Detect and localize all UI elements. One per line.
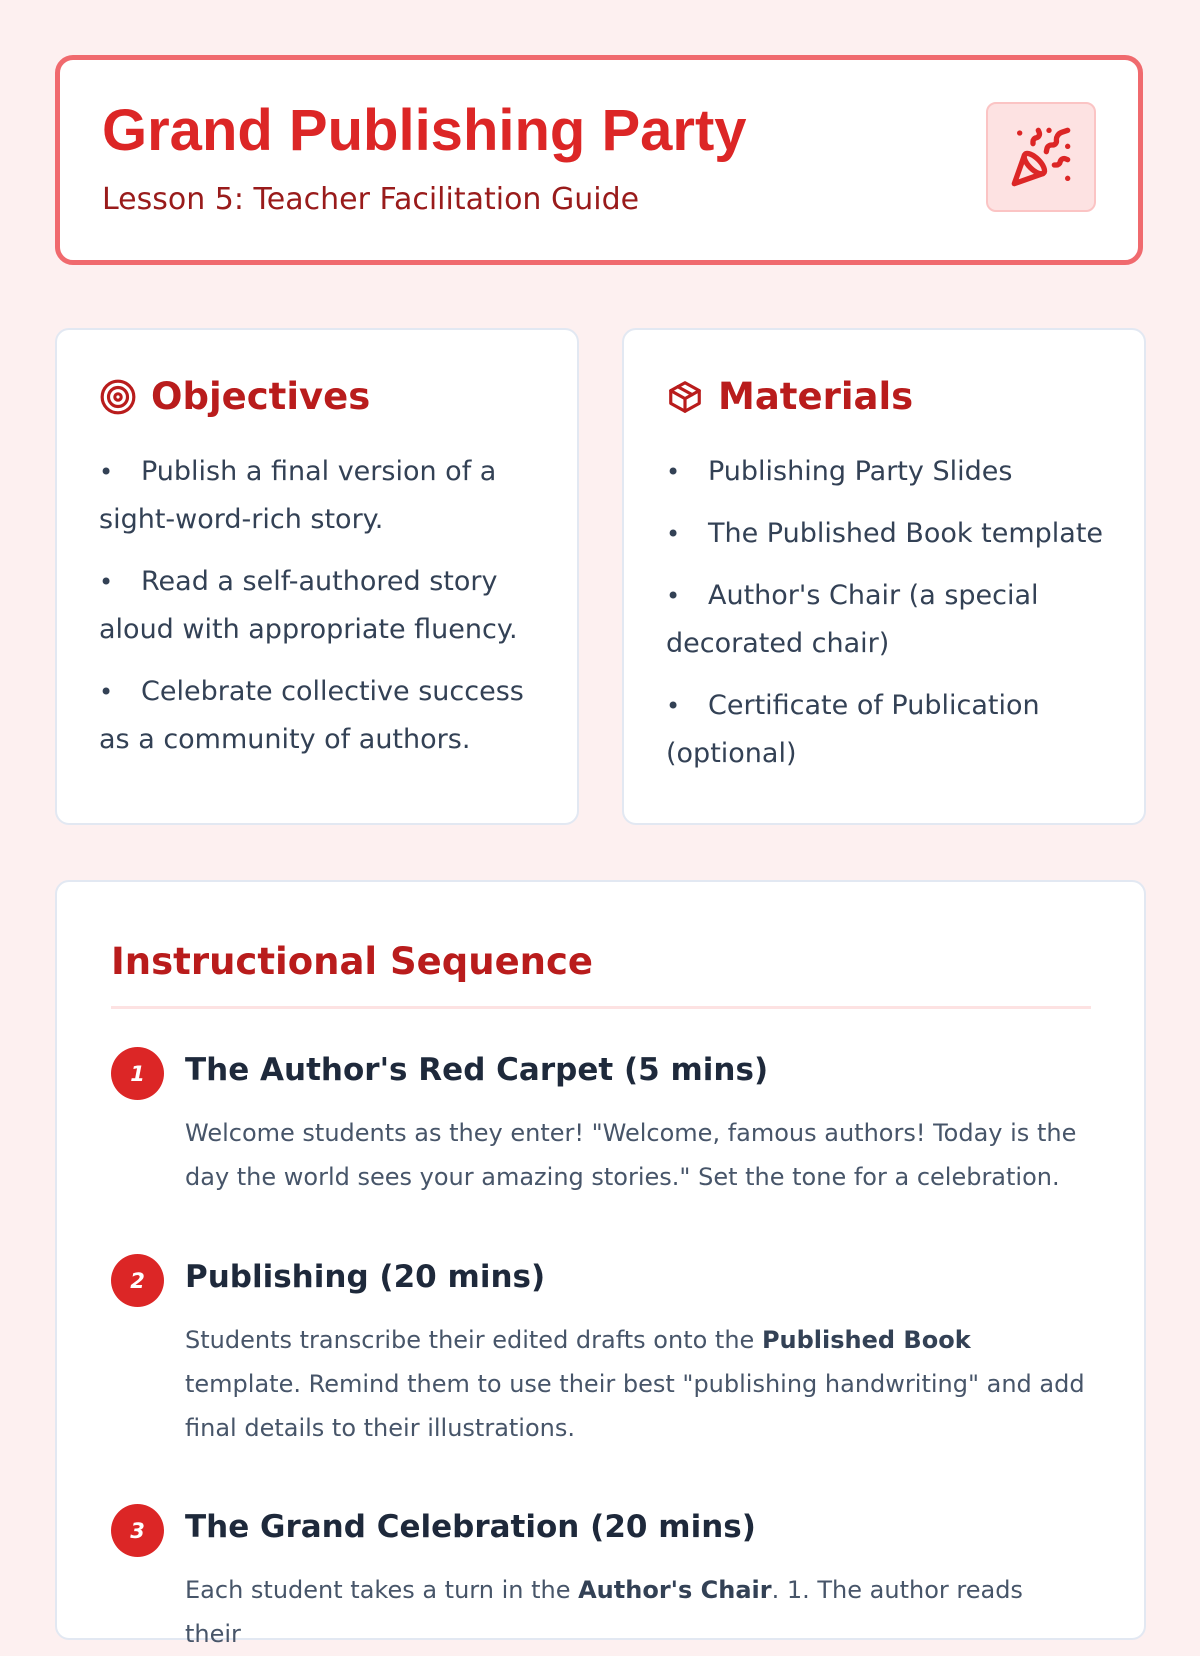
bullet: •: [666, 692, 681, 720]
step-text: template. Remind them to use their best "publishing handwriting" and add final details to their illustrations.: [185, 1370, 1085, 1442]
materials-list: [666, 448, 1106, 792]
objectives-header: [99, 375, 370, 418]
target-icon: [99, 378, 137, 416]
material-text: Certificate of Publication (optional): [666, 690, 1040, 769]
step-title: Publishing (20 mins): [185, 1259, 546, 1295]
party-icon-box: [986, 102, 1096, 212]
bullet: •: [666, 458, 681, 486]
objectives-list: [99, 448, 539, 778]
bullet: •: [99, 678, 114, 706]
step-text: Welcome students as they enter! "Welcome, famous authors! Today is the day the world sees your amazing stories." Set the tone for a celebration.: [185, 1119, 1077, 1191]
objective-text: Read a self-authored story aloud with appropriate fluency.: [99, 566, 518, 645]
materials-header: [666, 375, 913, 418]
box-icon: [666, 378, 704, 416]
list-item: [99, 448, 539, 544]
step-number-badge: 1: [111, 1047, 164, 1100]
step-description: [185, 1318, 1085, 1450]
objectives-card: [55, 328, 579, 825]
materials-title: Materials: [718, 375, 914, 418]
header-card: [55, 55, 1143, 265]
list-item: [666, 682, 1106, 778]
list-item: [666, 572, 1106, 668]
divider: [111, 1006, 1091, 1009]
bullet: •: [666, 582, 681, 610]
list-item: [666, 510, 1106, 558]
step-description: [185, 1111, 1085, 1199]
step-title: The Grand Celebration (20 mins): [185, 1509, 756, 1545]
step-text-emphasis: Published Book: [761, 1326, 971, 1354]
list-item: [99, 558, 539, 654]
objectives-title: Objectives: [151, 375, 371, 418]
list-item: [666, 448, 1106, 496]
material-text: Publishing Party Slides: [708, 456, 1013, 487]
materials-card: [622, 328, 1146, 825]
step-text: . 1. The author reads their: [185, 1576, 1023, 1648]
step-number-badge: 3: [111, 1504, 164, 1557]
sequence-title: Instructional Sequence: [111, 940, 594, 983]
list-item: [99, 668, 539, 764]
step-text-emphasis: Author's Chair: [578, 1576, 772, 1604]
step-text: Students transcribe their edited drafts onto the: [185, 1326, 762, 1354]
party-popper-icon: [1009, 125, 1073, 189]
objective-text: Publish a final version of a sight-word-rich story.: [99, 456, 497, 535]
bullet: •: [666, 520, 681, 548]
step-text: Each student takes a turn in the: [185, 1576, 579, 1604]
bullet: •: [99, 568, 114, 596]
step-description: [185, 1568, 1085, 1656]
objective-text: Celebrate collective success as a community of authors.: [99, 676, 524, 755]
step-title: The Author's Red Carpet (5 mins): [185, 1052, 769, 1088]
step-number-badge: 2: [111, 1254, 164, 1307]
material-text: Author's Chair (a special decorated chair): [666, 580, 1039, 659]
sequence-card: [55, 880, 1146, 1648]
page-subtitle: Lesson 5: Teacher Facilitation Guide: [102, 182, 640, 217]
bullet: •: [99, 458, 114, 486]
material-text: The Published Book template: [708, 518, 1104, 549]
page-title: Grand Publishing Party: [102, 98, 747, 163]
